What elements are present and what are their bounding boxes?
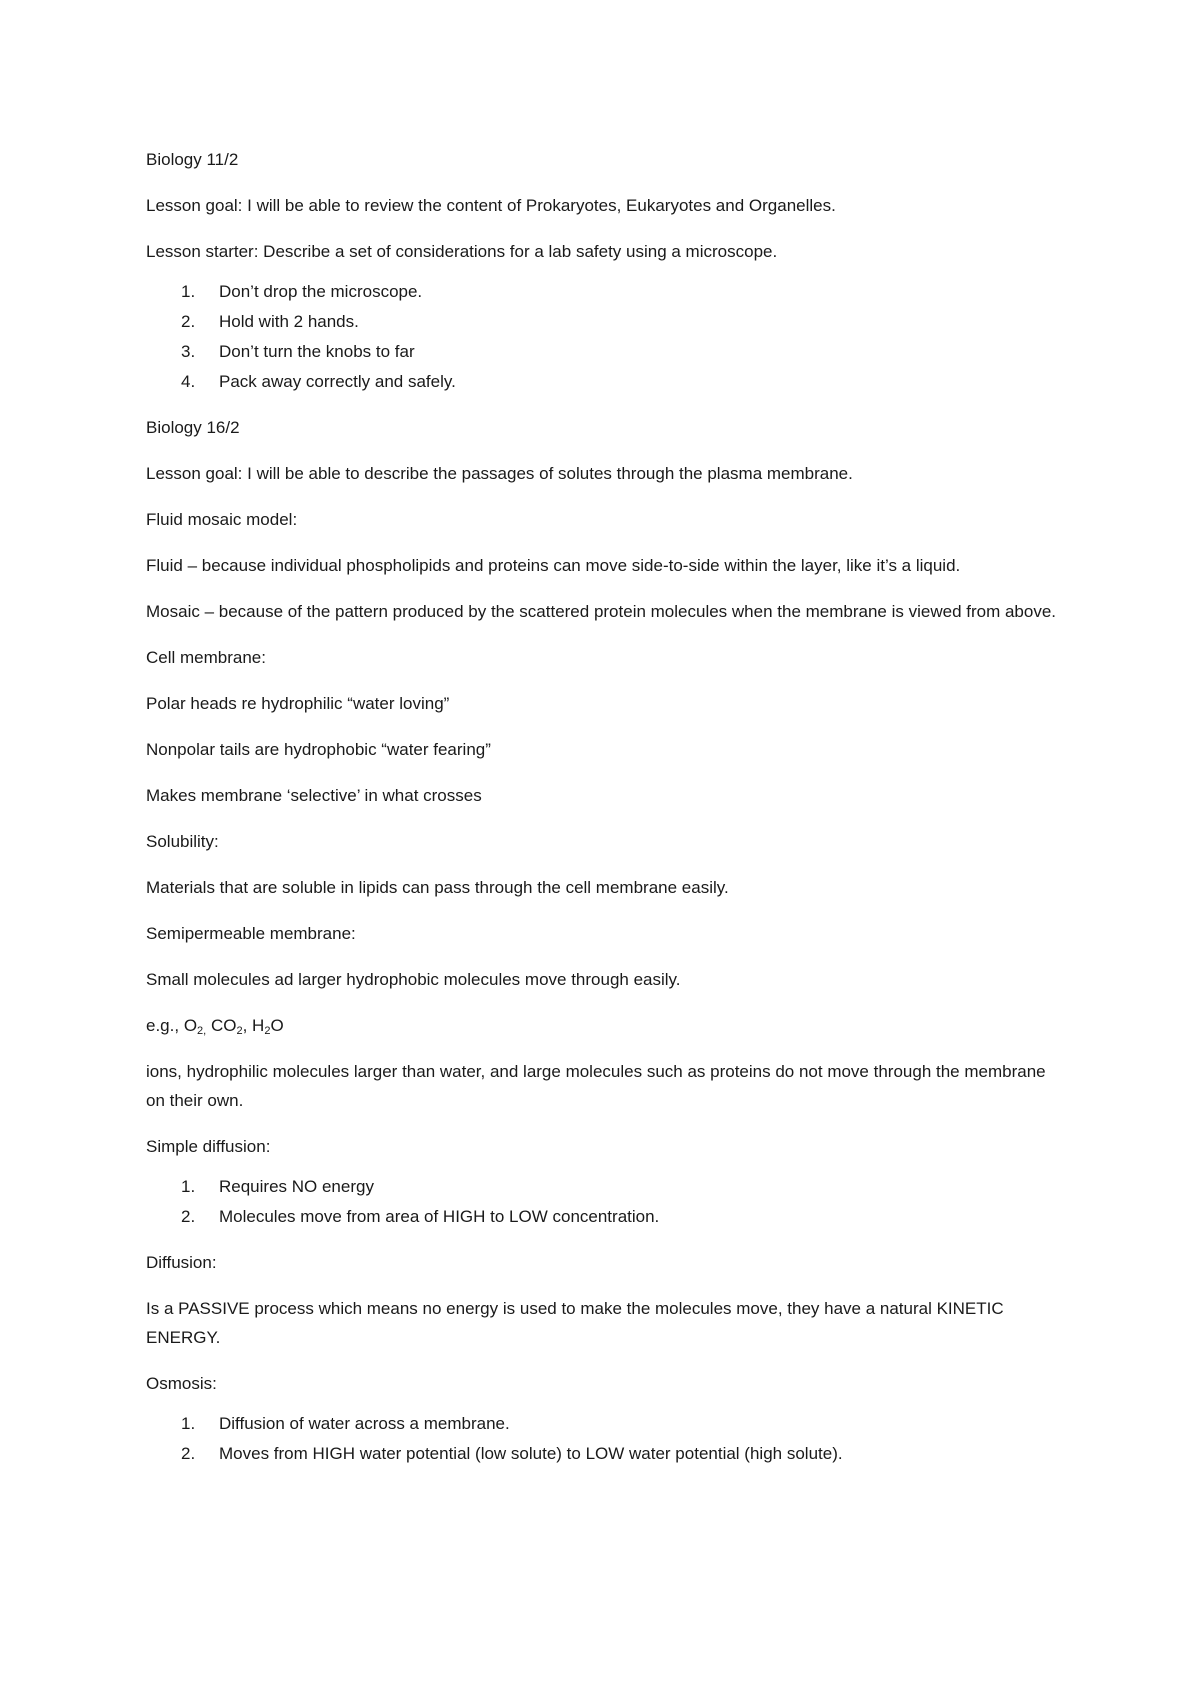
osmosis-heading: Osmosis: [146, 1374, 217, 1393]
diffusion-heading: Diffusion: [146, 1253, 217, 1272]
solubility-heading: Solubility: [146, 832, 219, 851]
formula-part: O [183, 1016, 198, 1035]
list-number: 2. [181, 1444, 196, 1463]
list-item-text: Molecules move from area of HIGH to LOW concentration. [219, 1207, 660, 1226]
heading-biology-11-2: Biology 11/2 [146, 150, 239, 169]
formula-part: , H [242, 1016, 265, 1035]
solubility-note: Materials that are soluble in lipids can pass through the cell membrane easily. [146, 878, 729, 897]
cell-membrane-heading: Cell membrane: [146, 648, 266, 667]
lesson-goal-1: Lesson goal: I will be able to review the content of Prokaryotes, Eukaryotes and Organelles. [146, 196, 836, 215]
list-item [146, 367, 1066, 397]
small-molecules-note: Small molecules ad larger hydrophobic molecules move through easily. [146, 970, 681, 989]
fluid-definition: Fluid – because individual phospholipids and proteins can move side-to-side within the layer, like it’s a liquid. [146, 556, 961, 575]
list-item-text: Moves from HIGH water potential (low solute) to LOW water potential (high solute). [219, 1444, 843, 1463]
list-number: 3. [181, 342, 196, 361]
list-item [146, 277, 1066, 307]
list-item [146, 1439, 1066, 1469]
simple-diffusion-list [146, 1172, 1066, 1232]
selective-note: Makes membrane ‘selective’ in what crosses [146, 786, 482, 805]
list-item-text: Requires NO energy [219, 1177, 374, 1196]
list-item-text: Don’t drop the microscope. [219, 282, 423, 301]
polar-heads-note: Polar heads re hydrophilic “water loving” [146, 694, 450, 713]
safety-list [146, 277, 1066, 397]
list-number: 2. [181, 312, 196, 331]
list-item [146, 337, 1066, 367]
list-item-text: Don’t turn the knobs to far [219, 342, 415, 361]
example-formula [146, 1011, 1066, 1040]
ions-note: ions, hydrophilic molecules larger than water, and large molecules such as proteins do not move through the membrane on their own. [146, 1062, 1046, 1110]
formula-part: O [270, 1016, 284, 1035]
osmosis-list [146, 1409, 1066, 1469]
mosaic-definition: Mosaic – because of the pattern produced by the scattered protein molecules when the membrane is viewed from above. [146, 602, 1057, 621]
list-number: 1. [181, 1177, 196, 1196]
formula-part: CO [206, 1016, 237, 1035]
list-item-text: Diffusion of water across a membrane. [219, 1414, 510, 1433]
list-item [146, 1172, 1066, 1202]
nonpolar-tails-note: Nonpolar tails are hydrophobic “water fearing” [146, 740, 491, 759]
simple-diffusion-heading: Simple diffusion: [146, 1137, 271, 1156]
list-item-text: Pack away correctly and safely. [219, 372, 456, 391]
list-item [146, 307, 1066, 337]
formula-subscript: 2 [236, 1025, 243, 1037]
document-page [146, 145, 1066, 1485]
list-number: 2. [181, 1207, 196, 1226]
heading-biology-16-2: Biology 16/2 [146, 418, 240, 437]
formula-subscript: 2, [197, 1025, 207, 1037]
lesson-starter: Lesson starter: Describe a set of considerations for a lab safety using a microscope. [146, 242, 778, 261]
list-number: 1. [181, 1414, 196, 1433]
list-number: 1. [181, 282, 196, 301]
list-item [146, 1202, 1066, 1232]
diffusion-note: Is a PASSIVE process which means no energy is used to make the molecules move, they have a natural KINETIC ENERGY. [146, 1299, 1004, 1347]
fluid-mosaic-heading: Fluid mosaic model: [146, 510, 298, 529]
lesson-goal-2: Lesson goal: I will be able to describe the passages of solutes through the plasma membrane. [146, 464, 853, 483]
list-item [146, 1409, 1066, 1439]
formula-subscript: 2 [264, 1025, 271, 1037]
semipermeable-heading: Semipermeable membrane: [146, 924, 356, 943]
list-number: 4. [181, 372, 196, 391]
list-item-text: Hold with 2 hands. [219, 312, 359, 331]
formula-prefix: e.g., [146, 1016, 184, 1035]
